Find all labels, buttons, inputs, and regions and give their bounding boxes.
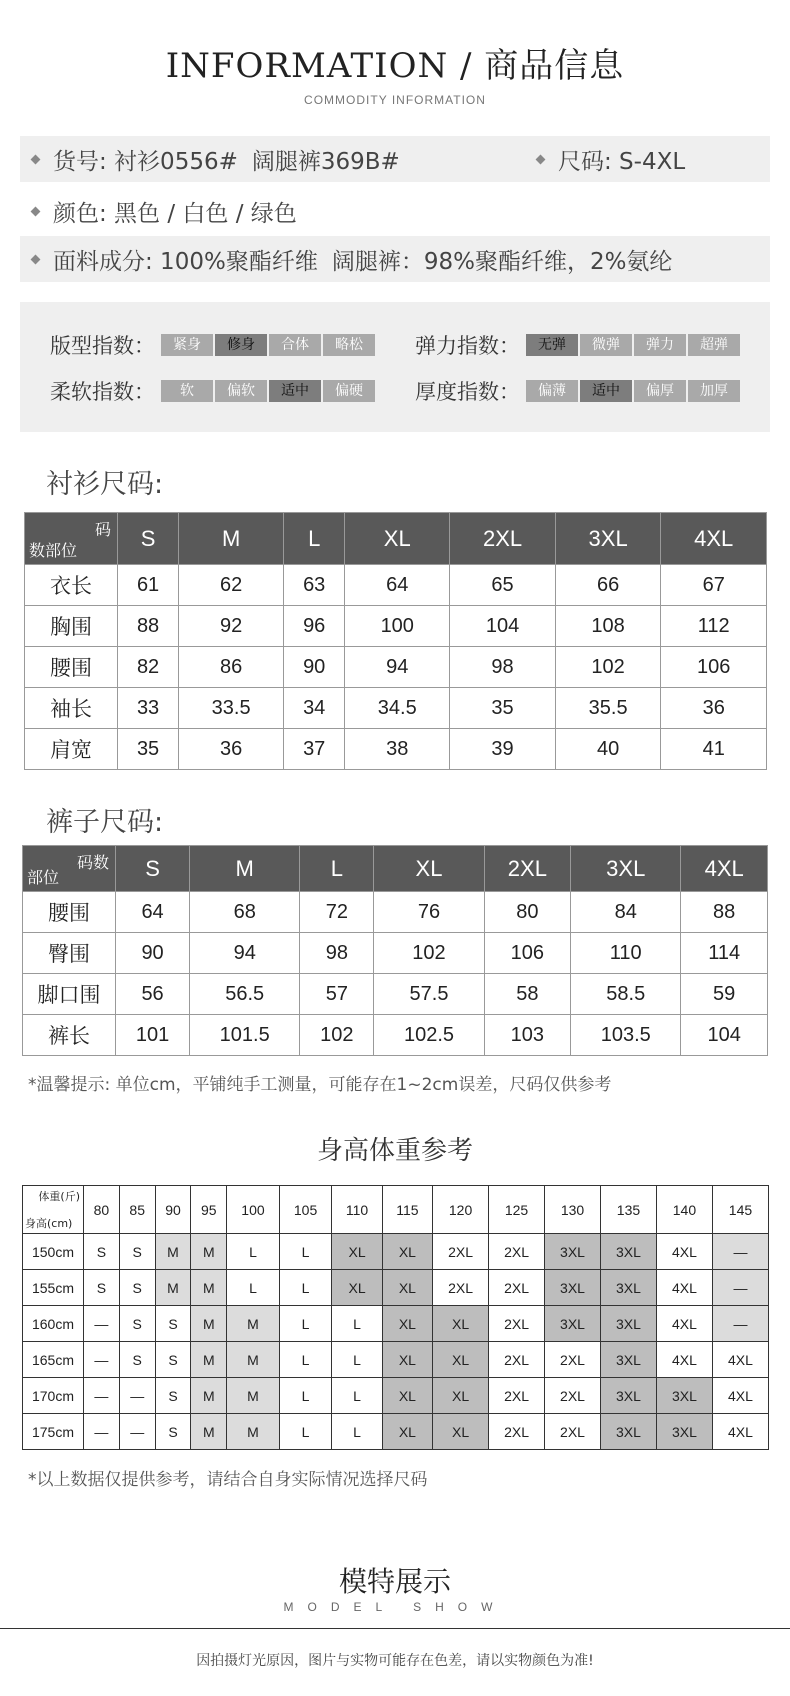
height-label: 155cm [23, 1270, 84, 1306]
soft-chip: 软 [161, 380, 213, 402]
table-cell: 102 [300, 1015, 374, 1056]
weight-header: 125 [489, 1186, 545, 1234]
table-cell: 98 [450, 647, 556, 688]
size-header: 4XL [661, 513, 767, 565]
row-label: 腰围 [23, 892, 116, 933]
table-cell: 4XL [712, 1342, 768, 1378]
table-cell: 102 [555, 647, 661, 688]
table-cell: 3XL [545, 1234, 601, 1270]
table-cell: 66 [555, 565, 661, 606]
table-cell: 65 [450, 565, 556, 606]
table-row [23, 1342, 769, 1378]
table-cell: S [155, 1306, 191, 1342]
fabric-composition: 面料成分: 100%聚酯纤维 [53, 248, 318, 275]
weight-header: 120 [433, 1186, 489, 1234]
fit-index-label: 版型指数： [50, 334, 155, 358]
index-line-1 [50, 330, 742, 360]
table-cell: XL [382, 1414, 432, 1450]
table-row [25, 565, 767, 606]
table-cell: S [155, 1414, 191, 1450]
table-cell: 2XL [489, 1342, 545, 1378]
color-options: 颜色: 黑色 / 白色 / 绿色 [53, 200, 297, 227]
table-cell: 94 [345, 647, 450, 688]
info-row-item-no [20, 136, 770, 182]
weight-header: 95 [191, 1186, 227, 1234]
color-disclaimer: 因拍摄灯光原因，图片与实物可能存在色差，请以实物颜色为准! [196, 1653, 594, 1669]
row-label: 脚口围 [23, 974, 116, 1015]
hw-corner-cell [23, 1186, 84, 1234]
table-cell: M [191, 1378, 227, 1414]
table-cell: 98 [300, 933, 374, 974]
table-cell: L [279, 1306, 332, 1342]
table-cell: 58.5 [571, 974, 681, 1015]
table-cell: XL [332, 1234, 382, 1270]
soft-chip: 偏软 [215, 380, 267, 402]
table-cell: 67 [661, 565, 767, 606]
corner-label-top: 体重(斤) [38, 1190, 80, 1203]
table-cell: L [332, 1342, 382, 1378]
table-row [23, 974, 768, 1015]
table-cell: L [279, 1234, 332, 1270]
table-cell: 3XL [601, 1414, 657, 1450]
thick-chip: 偏薄 [526, 380, 578, 402]
table-cell: 3XL [601, 1378, 657, 1414]
table-cell: 59 [681, 974, 768, 1015]
table-cell: M [155, 1234, 191, 1270]
table-cell: 72 [300, 892, 374, 933]
weight-header: 85 [119, 1186, 155, 1234]
table-row [23, 1270, 769, 1306]
model-show-title: 模特展示 [338, 1565, 451, 1598]
table-cell: 106 [661, 647, 767, 688]
table-row [25, 729, 767, 770]
table-cell: 57.5 [374, 974, 484, 1015]
size-header: S [116, 846, 190, 892]
table-cell: 84 [571, 892, 681, 933]
shirt-header-row [25, 513, 767, 565]
table-cell: M [227, 1378, 280, 1414]
table-cell: M [191, 1234, 227, 1270]
row-label: 袖长 [25, 688, 118, 729]
table-cell: 4XL [656, 1342, 712, 1378]
table-cell: 2XL [433, 1270, 489, 1306]
thick-index [415, 376, 742, 406]
table-cell: 63 [284, 565, 345, 606]
item-number-pants: 阔腿裤369B# [251, 148, 400, 175]
table-cell: L [279, 1270, 332, 1306]
table-cell: 68 [190, 892, 300, 933]
table-cell: S [84, 1270, 120, 1306]
soft-chip-selected: 适中 [269, 380, 321, 402]
table-cell: 2XL [489, 1414, 545, 1450]
table-cell: S [119, 1306, 155, 1342]
diamond-bullet-icon [536, 154, 546, 164]
table-cell: 64 [345, 565, 450, 606]
table-cell: 3XL [601, 1342, 657, 1378]
table-cell: 2XL [489, 1270, 545, 1306]
divider [0, 1628, 790, 1629]
table-cell: 35.5 [555, 688, 661, 729]
pants-corner-cell [23, 846, 116, 892]
table-cell: 2XL [489, 1378, 545, 1414]
table-row [23, 1306, 769, 1342]
table-cell: — [119, 1414, 155, 1450]
height-weight-title: 身高体重参考 [316, 1136, 473, 1166]
size-header: 4XL [681, 846, 768, 892]
size-header: M [179, 513, 284, 565]
table-cell: 33 [118, 688, 179, 729]
elastic-chip: 弹力 [634, 334, 686, 356]
table-cell: 90 [116, 933, 190, 974]
table-cell: — [712, 1270, 768, 1306]
row-label: 衣长 [25, 565, 118, 606]
pants-table-body [23, 892, 768, 1056]
table-cell: L [227, 1234, 280, 1270]
diamond-bullet-icon [31, 254, 41, 264]
table-cell: XL [433, 1306, 489, 1342]
table-cell: 34.5 [345, 688, 450, 729]
row-label: 腰围 [25, 647, 118, 688]
table-cell: 108 [555, 606, 661, 647]
hw-table-body [23, 1234, 769, 1450]
table-cell: 112 [661, 606, 767, 647]
table-cell: 102.5 [374, 1015, 484, 1056]
table-row [23, 1015, 768, 1056]
table-row [23, 892, 768, 933]
weight-header: 100 [227, 1186, 280, 1234]
table-cell: 90 [284, 647, 345, 688]
table-cell: — [84, 1378, 120, 1414]
table-cell: 3XL [656, 1378, 712, 1414]
index-panel [20, 302, 770, 432]
shirt-size-heading: 衬衫尺码: [46, 469, 164, 500]
elastic-chip: 超弹 [688, 334, 740, 356]
table-cell: 36 [179, 729, 284, 770]
weight-header: 140 [656, 1186, 712, 1234]
table-cell: S [155, 1342, 191, 1378]
table-cell: L [227, 1270, 280, 1306]
thick-chip-selected: 适中 [580, 380, 632, 402]
corner-label-bottom: 身高(cm) [25, 1217, 73, 1230]
row-label: 臀围 [23, 933, 116, 974]
row-label: 胸围 [25, 606, 118, 647]
table-cell: 3XL [545, 1306, 601, 1342]
table-cell: — [84, 1414, 120, 1450]
table-cell: L [332, 1378, 382, 1414]
soft-index [50, 376, 415, 406]
table-cell: XL [382, 1270, 432, 1306]
table-cell: 57 [300, 974, 374, 1015]
table-cell: 64 [116, 892, 190, 933]
weight-header: 110 [332, 1186, 382, 1234]
table-cell: 94 [190, 933, 300, 974]
table-cell: XL [433, 1342, 489, 1378]
fabric-composition-pants: 阔腿裤：98%聚酯纤维，2%氨纶 [331, 248, 673, 275]
table-cell: 80 [484, 892, 571, 933]
size-header: 3XL [571, 846, 681, 892]
table-cell: 102 [374, 933, 484, 974]
table-cell: 101.5 [190, 1015, 300, 1056]
table-cell: 33.5 [179, 688, 284, 729]
fit-chip: 略松 [323, 334, 375, 356]
table-cell: 3XL [601, 1234, 657, 1270]
thick-chip: 偏厚 [634, 380, 686, 402]
table-cell: XL [332, 1270, 382, 1306]
elastic-chip: 微弹 [580, 334, 632, 356]
table-cell: L [279, 1378, 332, 1414]
table-cell: L [332, 1414, 382, 1450]
size-header: 2XL [484, 846, 571, 892]
height-label: 170cm [23, 1378, 84, 1414]
size-header: XL [374, 846, 484, 892]
table-cell: 34 [284, 688, 345, 729]
fit-chip: 紧身 [161, 334, 213, 356]
table-cell: — [712, 1234, 768, 1270]
weight-header: 90 [155, 1186, 191, 1234]
table-cell: 2XL [433, 1234, 489, 1270]
diamond-bullet-icon [31, 206, 41, 216]
row-label: 裤长 [23, 1015, 116, 1056]
height-weight-table [22, 1185, 769, 1450]
weight-header: 115 [382, 1186, 432, 1234]
thick-index-label: 厚度指数： [415, 380, 520, 404]
table-cell: 3XL [656, 1414, 712, 1450]
table-cell: 2XL [489, 1306, 545, 1342]
table-cell: 2XL [545, 1414, 601, 1450]
table-cell: 3XL [601, 1306, 657, 1342]
table-cell: M [191, 1270, 227, 1306]
soft-chip: 偏硬 [323, 380, 375, 402]
table-cell: 4XL [712, 1414, 768, 1450]
soft-index-label: 柔软指数： [50, 380, 155, 404]
height-label: 175cm [23, 1414, 84, 1450]
table-cell: 37 [284, 729, 345, 770]
table-row [25, 688, 767, 729]
table-cell: 86 [179, 647, 284, 688]
measurement-note: *温馨提示: 单位cm，平铺纯手工测量，可能存在1~2cm误差，尺码仅供参考 [28, 1075, 612, 1095]
table-cell: 56 [116, 974, 190, 1015]
table-cell: S [119, 1234, 155, 1270]
weight-header: 80 [84, 1186, 120, 1234]
table-cell: 104 [681, 1015, 768, 1056]
table-cell: S [84, 1234, 120, 1270]
table-cell: — [84, 1306, 120, 1342]
thick-chip: 加厚 [688, 380, 740, 402]
shirt-table-body [25, 565, 767, 770]
table-cell: 41 [661, 729, 767, 770]
table-cell: 62 [179, 565, 284, 606]
table-cell: 92 [179, 606, 284, 647]
table-cell: 35 [450, 688, 556, 729]
table-cell: XL [433, 1378, 489, 1414]
table-cell: 2XL [545, 1342, 601, 1378]
table-cell: 101 [116, 1015, 190, 1056]
table-cell: 82 [118, 647, 179, 688]
table-cell: XL [382, 1306, 432, 1342]
table-cell: 106 [484, 933, 571, 974]
height-label: 165cm [23, 1342, 84, 1378]
elastic-index [415, 330, 742, 360]
size-header: L [284, 513, 345, 565]
table-cell: M [227, 1414, 280, 1450]
table-cell: XL [382, 1378, 432, 1414]
table-cell: 114 [681, 933, 768, 974]
table-cell: — [84, 1342, 120, 1378]
size-range [525, 143, 685, 176]
table-cell: XL [382, 1342, 432, 1378]
info-row-fabric [20, 236, 770, 282]
page-header [0, 38, 790, 107]
table-cell: 100 [345, 606, 450, 647]
elastic-chip-selected: 无弹 [526, 334, 578, 356]
table-cell: 56.5 [190, 974, 300, 1015]
table-cell: M [227, 1306, 280, 1342]
table-cell: 103 [484, 1015, 571, 1056]
table-cell: 38 [345, 729, 450, 770]
table-cell: 61 [118, 565, 179, 606]
table-cell: M [227, 1342, 280, 1378]
pants-header-row [23, 846, 768, 892]
table-cell: M [155, 1270, 191, 1306]
table-cell: — [712, 1306, 768, 1342]
corner-label-bottom: 数部位 [29, 541, 78, 560]
table-cell: 4XL [656, 1306, 712, 1342]
corner-label-bottom: 部位 [27, 868, 60, 887]
size-header: S [118, 513, 179, 565]
table-cell: 40 [555, 729, 661, 770]
weight-header: 130 [545, 1186, 601, 1234]
table-cell: 4XL [656, 1270, 712, 1306]
fit-chip-selected: 修身 [215, 334, 267, 356]
table-cell: S [155, 1378, 191, 1414]
table-cell: 4XL [656, 1234, 712, 1270]
weight-header: 145 [712, 1186, 768, 1234]
table-cell: 76 [374, 892, 484, 933]
table-cell: XL [382, 1234, 432, 1270]
table-cell: XL [433, 1414, 489, 1450]
index-line-2 [50, 376, 742, 406]
height-label: 150cm [23, 1234, 84, 1270]
table-row [25, 606, 767, 647]
corner-label-top: 码 [94, 520, 111, 539]
table-cell: 39 [450, 729, 556, 770]
pants-size-heading: 裤子尺码: [46, 807, 164, 838]
table-row [23, 1378, 769, 1414]
size-header: L [300, 846, 374, 892]
size-header: XL [345, 513, 450, 565]
table-cell: 88 [118, 606, 179, 647]
table-cell: — [119, 1378, 155, 1414]
reference-note: *以上数据仅提供参考，请结合自身实际情况选择尺码 [28, 1470, 428, 1490]
table-cell: 110 [571, 933, 681, 974]
table-row [25, 647, 767, 688]
table-cell: S [119, 1270, 155, 1306]
fit-index [50, 330, 415, 360]
model-show-subtitle: MODEL SHOW [283, 1600, 507, 1614]
size-range-text: 尺码: S-4XL [558, 148, 686, 175]
hw-header-row [23, 1186, 769, 1234]
size-header: 2XL [450, 513, 556, 565]
item-number: 货号: 衬衫0556# [53, 148, 238, 175]
shirt-corner-cell [25, 513, 118, 565]
info-row-color [20, 188, 770, 234]
weight-header: 105 [279, 1186, 332, 1234]
table-cell: M [191, 1414, 227, 1450]
elastic-index-label: 弹力指数： [415, 334, 520, 358]
table-cell: 2XL [489, 1234, 545, 1270]
size-header: 3XL [555, 513, 661, 565]
pants-size-table [22, 845, 768, 1056]
table-cell: S [119, 1342, 155, 1378]
table-cell: 3XL [601, 1270, 657, 1306]
table-cell: 58 [484, 974, 571, 1015]
table-row [23, 1414, 769, 1450]
table-row [23, 1234, 769, 1270]
page-subtitle: COMMODITY INFORMATION [304, 93, 486, 107]
diamond-bullet-icon [31, 154, 41, 164]
table-cell: 4XL [712, 1378, 768, 1414]
table-cell: L [332, 1306, 382, 1342]
shirt-size-table [24, 512, 767, 770]
table-cell: 2XL [545, 1378, 601, 1414]
table-cell: L [279, 1414, 332, 1450]
table-cell: 36 [661, 688, 767, 729]
table-row [23, 933, 768, 974]
fit-chip: 合体 [269, 334, 321, 356]
row-label: 肩宽 [25, 729, 118, 770]
table-cell: 104 [450, 606, 556, 647]
table-cell: M [191, 1306, 227, 1342]
table-cell: 88 [681, 892, 768, 933]
table-cell: M [191, 1342, 227, 1378]
table-cell: L [279, 1342, 332, 1378]
weight-header: 135 [601, 1186, 657, 1234]
corner-label-top: 码数 [76, 853, 109, 872]
height-label: 160cm [23, 1306, 84, 1342]
table-cell: 96 [284, 606, 345, 647]
table-cell: 35 [118, 729, 179, 770]
table-cell: 3XL [545, 1270, 601, 1306]
size-header: M [190, 846, 300, 892]
table-cell: 103.5 [571, 1015, 681, 1056]
page-title: INFORMATION / 商品信息 [165, 46, 625, 86]
